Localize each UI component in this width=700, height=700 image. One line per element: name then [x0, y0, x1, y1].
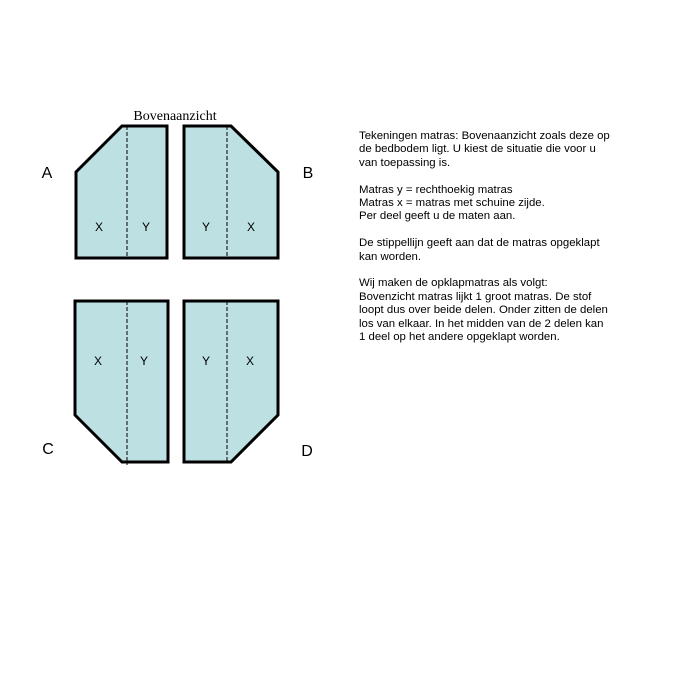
- text-line: Tekeningen matras: Bovenaanzicht zoals deze op: [359, 130, 610, 142]
- mattress-shape-c: [75, 301, 168, 462]
- part-label-b-right: X: [246, 220, 256, 234]
- part-label-a-left: X: [94, 220, 104, 234]
- panel-b: [184, 126, 313, 258]
- corner-label-a: A: [41, 165, 53, 182]
- text-line: Per deel geeft u de maten aan.: [359, 210, 516, 223]
- panel-a: [42, 126, 167, 258]
- paragraph-intro: [359, 130, 624, 170]
- part-label-c-left: X: [93, 354, 103, 368]
- part-label-d-right: X: [245, 354, 255, 368]
- text-line: De stippellijn geeft aan dat de matras opgeklapt: [359, 237, 600, 250]
- mattress-shape-d: [184, 301, 278, 462]
- part-label-b-left: Y: [201, 220, 211, 234]
- instructions-text: [359, 130, 624, 358]
- corner-label-d: D: [301, 443, 313, 460]
- corner-label-c: C: [42, 441, 54, 458]
- mattress-shape-a: [76, 126, 167, 258]
- corner-label-b: B: [302, 165, 314, 182]
- text-line: van toepassing is.: [359, 156, 451, 169]
- mattress-shape-b: [184, 126, 278, 258]
- panel-d: [184, 301, 313, 462]
- text-line: Matras x = matras met schuine zijde.: [359, 197, 545, 210]
- paragraph-fold-line: [359, 237, 624, 264]
- paragraph-legend: [359, 184, 624, 224]
- part-label-a-right: Y: [141, 220, 151, 234]
- part-label-c-right: Y: [139, 354, 149, 368]
- part-label-d-left: Y: [201, 354, 211, 368]
- text-line: de bedbodem ligt. U kiest de situatie die voor u: [359, 143, 596, 156]
- text-line: 1 deel op het andere opgeklapt worden.: [359, 331, 560, 344]
- text-line: kan worden.: [359, 250, 422, 263]
- panel-c: [42, 301, 168, 465]
- diagram-title: Bovenaanzicht: [133, 109, 217, 124]
- text-line: Matras y = rechthoekig matras: [359, 183, 513, 196]
- text-line: loopt dus over beide delen. Onder zitten de delen: [359, 304, 608, 317]
- paragraph-construction: [359, 277, 624, 344]
- text-line: Wij maken de opklapmatras als volgt:: [359, 277, 548, 290]
- text-line: los van elkaar. In het midden van de 2 delen kan: [359, 317, 604, 330]
- text-line: Bovenzicht matras lijkt 1 groot matras. De stof: [359, 290, 592, 303]
